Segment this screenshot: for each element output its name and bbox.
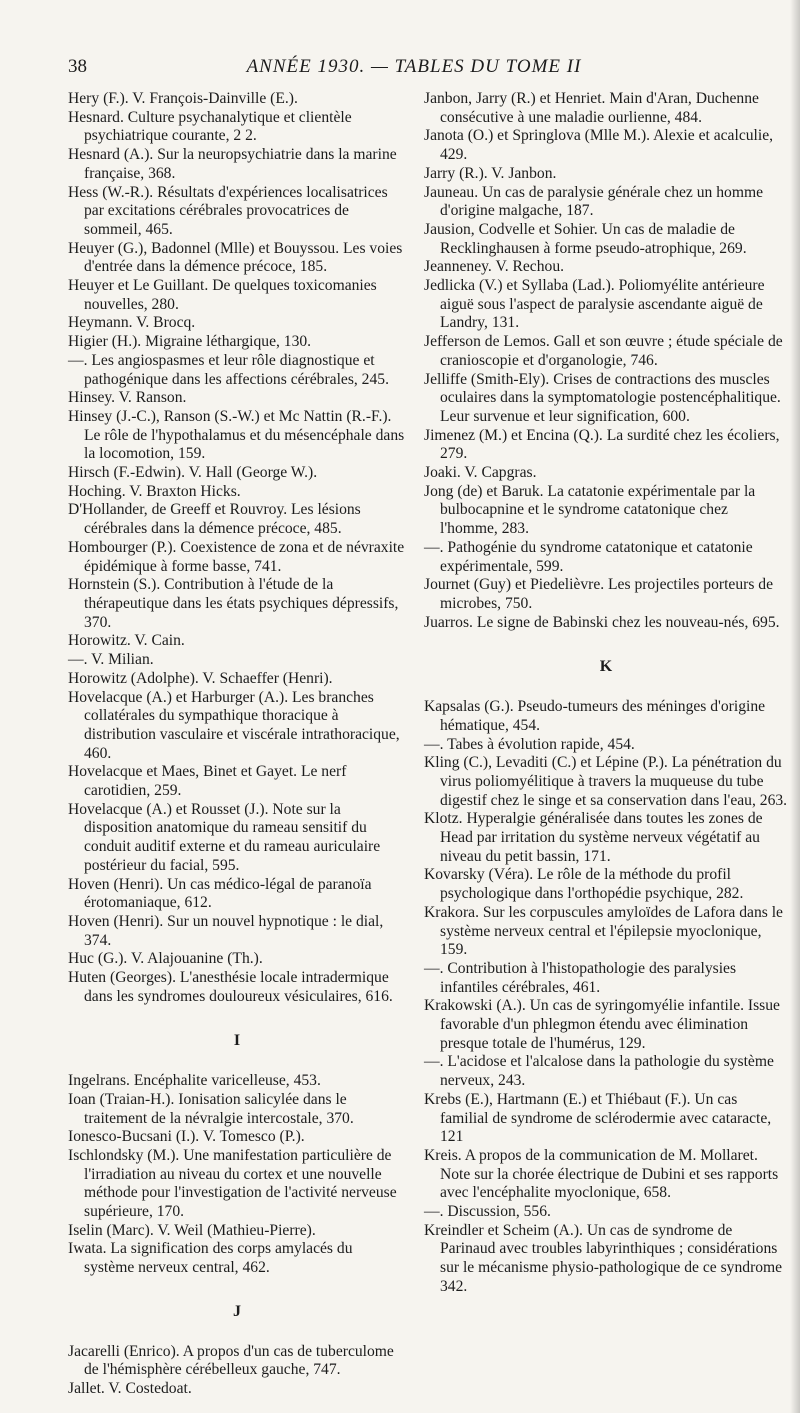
index-entry: Jallet. V. Costedoat. <box>68 1380 192 1397</box>
running-header <box>68 56 760 82</box>
index-entry: Hoven (Henri). Un cas médico-légal de paranoïa érotomaniaque, 612. <box>68 875 372 912</box>
index-entry: Kreindler et Scheim (A.). Un cas de syndrome de Parinaud avec troubles labyrinthiques ; considérations sur le mécanisme physio-pathologique de ce syndrome 342. <box>424 1221 783 1295</box>
index-entry: Jeanneney. V. Rechou. <box>424 258 565 276</box>
index-entry: Kreis. A propos de la communication de M. Mollaret. Note sur la chorée électrique de Dubini et ses rapports avec l'encéphalite myoclonique, 658. <box>424 1146 779 1202</box>
index-entry: Hesnard. Culture psychanalytique et clientèle psychiatrique courante, 2 2. <box>68 108 352 145</box>
index-entry: Kovarsky (Véra). Le rôle de la méthode du profil psychologique dans l'orthopédie psychique, 282. <box>424 866 744 903</box>
index-entry: Jong (de) et Baruk. La catatonie expérimentale par la bulbocapnine et le syndrome catatonique chez l'homme, 283. <box>424 482 756 538</box>
index-entry: Jausion, Codvelle et Sohier. Un cas de maladie de Recklinghausen à forme pseudo-atrophique, 269. <box>424 220 747 257</box>
index-entry: D'Hollander, de Greeff et Rouvroy. Les lésions cérébrales dans la démence précoce, 485. <box>68 501 361 538</box>
index-entry: —. Discussion, 556. <box>424 1203 551 1221</box>
index-entry: Juarros. Le signe de Babinski chez les nouveau-nés, 695. <box>424 613 780 631</box>
index-entry: Hoven (Henri). Sur un nouvel hypnotique : le dial, 374. <box>68 912 384 949</box>
index-entry: —. V. Milian. <box>68 651 154 669</box>
section-letter: K <box>599 658 613 676</box>
index-entry: Horowitz. V. Cain. <box>68 632 185 650</box>
index-entry: Hinsey. V. Ranson. <box>68 389 187 407</box>
index-entry: Hornstein (S.). Contribution à l'étude de la thérapeutique dans les états psychiques dépressifs, 370. <box>68 576 399 631</box>
index-entry: —. L'acidose et l'alcalose dans la pathologie du système nerveux, 243. <box>424 1053 774 1090</box>
index-entry: Krakowski (A.). Un cas de syringomyélie infantile. Issue favorable d'un phlegmon étendu avec élimination presque totale de l'humérus, 129. <box>424 997 780 1052</box>
index-entry: Higier (H.). Migraine léthargique, 130. <box>68 333 312 351</box>
index-entry: Journet (Guy) et Piedelièvre. Les projectiles porteurs de microbes, 750. <box>424 576 774 612</box>
index-entry: Jarry (R.). V. Janbon. <box>424 164 557 182</box>
index-entry: —. Les angiospasmes et leur rôle diagnostique et pathogénique dans les affections cérébrales, 245. <box>68 351 389 388</box>
index-entry: Kling (C.), Levaditi (C.) et Lépine (P.). La pénétration du virus poliomyélitique à travers la muqueuse du tube digestif chez le singe et sa conservation dans l'eau, 263. <box>424 754 788 809</box>
index-entry: Hirsch (F.-Edwin). V. Hall (George W.). <box>68 464 318 482</box>
index-entry: Iselin (Marc). V. Weil (Mathieu-Pierre). <box>68 1221 316 1239</box>
index-entry: Hesnard (A.). Sur la neuropsychiatrie dans la marine française, 368. <box>68 146 397 182</box>
index-entry: Klotz. Hyperalgie généralisée dans toutes les zones de Head par irritation du système nerveux végétatif au niveau du petit bassin, 171. <box>424 810 763 865</box>
index-entry: Kapsalas (G.). Pseudo-tumeurs des méninges d'origine hématique, 454. <box>424 698 766 734</box>
index-entry: Huc (G.). V. Alajouanine (Th.). <box>68 950 263 968</box>
index-entry: Janota (O.) et Springlova (Mlle M.). Alexie et acalculie, 429. <box>424 127 774 164</box>
index-entry: Jefferson de Lemos. Gall et son œuvre ; étude spéciale de cranioscopie et d'organologie, 746. <box>424 333 783 369</box>
index-entry: Iwata. La signification des corps amylacés du système nerveux central, 462. <box>68 1240 353 1277</box>
index-entry: Heuyer et Le Guillant. De quelques toxicomanies nouvelles, 280. <box>68 277 377 313</box>
index-entry: Joaki. V. Capgras. <box>424 464 537 482</box>
index-entry: Hoching. V. Braxton Hicks. <box>68 482 241 500</box>
page-title: ANNÉE 1930. — TABLES DU TOME II <box>246 56 582 77</box>
index-entry: Hovelacque (A.) et Harburger (A.). Les branches collatérales du sympathique thoracique à distribution vasculaire et viscérale intrathoracique, 460. <box>68 688 400 762</box>
index-entry: Heuyer (G.), Badonnel (Mlle) et Bouyssou. Les voies d'entrée dans la démence précoce, 185. <box>68 239 403 276</box>
section-letter: I <box>233 1032 241 1050</box>
index-entry: Jauneau. Un cas de paralysie générale chez un homme d'origine malgache, 187. <box>424 183 764 220</box>
index-entry: Hinsey (J.-C.), Ranson (S.-W.) et Mc Nattin (R.-F.). Le rôle de l'hypothalamus et du mésencéphale dans la locomotion, 159. <box>68 407 405 463</box>
index-entry: Hery (F.). V. François-Dainville (E.). <box>68 90 298 107</box>
index-entry: Ioan (Traian-H.). Ionisation salicylée dans le traitement de la névralgie intercostale, 370. <box>68 1090 354 1127</box>
section-letter: J <box>233 1302 241 1320</box>
index-entry: Horowitz (Adolphe). V. Schaeffer (Henri). <box>68 669 333 687</box>
index-entry: —. Pathogénie du syndrome catatonique et catatonie expérimentale, 599. <box>424 538 753 575</box>
index-entry: —. Contribution à l'histopathologie des paralysies infantiles cérébrales, 461. <box>424 959 737 996</box>
index-entry: Hess (W.-R.). Résultats d'expériences localisatrices par excitations cérébrales provocatrices de sommeil, 465. <box>68 183 388 238</box>
index-entry: Huten (Georges). L'anesthésie locale intradermique dans les syndromes douloureux vésiculaires, 616. <box>68 969 393 1005</box>
right-column <box>424 90 788 1297</box>
index-entry: Jacarelli (Enrico). A propos d'un cas de tuberculome de l'hémisphère cérébelleux gauche, 747. <box>68 1342 394 1379</box>
index-entry: Heymann. V. Brocq. <box>68 314 196 332</box>
index-entry: Jelliffe (Smith-Ely). Crises de contractions des muscles oculaires dans la symptomatologie postencéphalitique. Leur survenue et leur signification, 600. <box>424 370 781 425</box>
index-entry: Ingelrans. Encéphalite varicelleuse, 453. <box>68 1072 321 1090</box>
index-entry: Jimenez (M.) et Encina (Q.). La surdité chez les écoliers, 279. <box>424 426 780 463</box>
page-edge-shadow <box>790 0 800 1413</box>
index-entry: Jedlicka (V.) et Syllaba (Lad.). Poliomyélite antérieure aiguë sous l'aspect de paralysie ascendante aiguë de Landry, 131. <box>424 277 765 332</box>
page-number: 38 <box>68 56 87 77</box>
index-entry: Hovelacque et Maes, Binet et Gayet. Le nerf carotidien, 259. <box>68 763 347 800</box>
index-entry: Krakora. Sur les corpuscules amyloïdes de Lafora dans le système nerveux central et l'épilepsie myoclonique, 159. <box>424 903 783 959</box>
index-entry: Hombourger (P.). Coexistence de zona et de névraxite épidémique à forme basse, 741. <box>68 538 405 575</box>
index-entry: —. Tabes à évolution rapide, 454. <box>424 735 635 753</box>
index-entry: Janbon, Jarry (R.) et Henriet. Main d'Aran, Duchenne consécutive à une maladie ourlienne, 484. <box>424 90 759 126</box>
index-entry: Ionesco-Bucsani (I.). V. Tomesco (P.). <box>68 1128 305 1146</box>
index-entry: Ischlondsky (M.). Une manifestation particulière de l'irradiation au niveau du cortex et une nouvelle méthode pour l'investigation de l'activité nerveuse supérieure, 170. <box>68 1146 397 1221</box>
left-column <box>68 90 406 1399</box>
index-entry: Hovelacque (A.) et Rousset (J.). Note sur la disposition anatomique du rameau sensitif du conduit auditif externe et du rameau auriculaire postérieur du facial, 595. <box>68 800 381 874</box>
index-entry: Krebs (E.), Hartmann (E.) et Thiébaut (F.). Un cas familial de syndrome de sclérodermie avec cataracte, 121 <box>424 1090 772 1146</box>
